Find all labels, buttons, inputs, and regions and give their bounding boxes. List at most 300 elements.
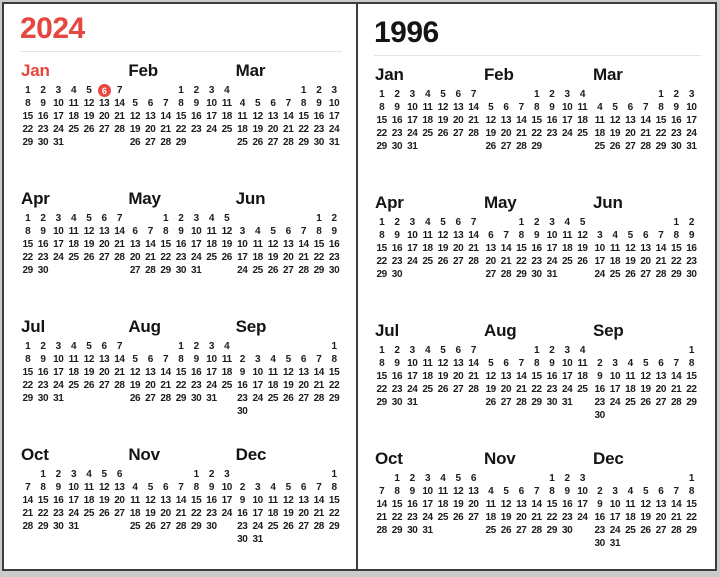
month-apr [374, 193, 483, 281]
day-number: 19 [283, 508, 294, 519]
day-number: 12 [577, 230, 588, 241]
day-number: 30 [391, 141, 403, 152]
day-number: 6 [455, 345, 461, 356]
day-number: 22 [686, 512, 697, 523]
day-grid [235, 340, 342, 418]
day-number: 26 [83, 380, 94, 391]
day-number: 21 [516, 384, 527, 395]
day-number: 15 [376, 115, 387, 126]
day-number: 22 [160, 252, 171, 263]
day-number: 5 [642, 486, 649, 497]
day-empty [420, 268, 435, 281]
day-number: 9 [409, 486, 415, 497]
day-number: 21 [145, 252, 156, 263]
day-number: 14 [114, 98, 125, 109]
day-number: 12 [452, 486, 464, 497]
day-number: 2 [331, 213, 337, 224]
day-number: 8 [178, 98, 184, 109]
day-number: 11 [252, 239, 263, 250]
day-number: 6 [642, 230, 649, 241]
day-number: 27 [500, 141, 512, 152]
months-grid-1996 [374, 65, 701, 571]
day-number: 10 [68, 482, 79, 493]
month-jan [20, 61, 127, 149]
day-empty [66, 136, 81, 149]
day-number: 10 [252, 367, 263, 378]
day-number: 10 [686, 102, 697, 113]
day-number: 17 [686, 115, 697, 126]
day-empty [607, 344, 622, 357]
day-number: 11 [577, 358, 588, 369]
day-number: 12 [640, 499, 651, 510]
day-number: 20 [267, 124, 279, 135]
day-number: 15 [313, 239, 324, 250]
day-empty [529, 472, 544, 485]
day-number: 12 [129, 367, 141, 378]
month-jul [374, 321, 483, 409]
day-number: 5 [147, 482, 153, 493]
day-number: 2 [40, 213, 46, 224]
day-number: 28 [175, 521, 187, 532]
day-number: 10 [237, 239, 248, 250]
day-grid [592, 88, 701, 153]
day-number: 23 [175, 252, 187, 263]
day-number: 4 [270, 482, 276, 493]
month-feb [127, 61, 234, 149]
day-number: 29 [298, 137, 309, 148]
day-empty [575, 140, 590, 153]
day-number: 1 [549, 473, 555, 484]
day-number: 22 [175, 380, 187, 391]
day-number: 3 [409, 345, 415, 356]
day-number: 29 [175, 137, 187, 148]
day-number: 27 [145, 393, 156, 404]
day-empty [219, 392, 234, 405]
day-number: 14 [655, 243, 666, 254]
day-number: 21 [468, 371, 479, 382]
day-number: 8 [25, 226, 31, 237]
day-number: 17 [422, 499, 433, 510]
day-number: 18 [561, 243, 573, 254]
day-number: 16 [594, 512, 605, 523]
day-number: 28 [468, 128, 479, 139]
day-number: 14 [114, 226, 125, 237]
day-number: 17 [252, 380, 263, 391]
day-number: 12 [485, 115, 496, 126]
day-number: 21 [313, 380, 324, 391]
day-number: 8 [394, 486, 400, 497]
day-empty [281, 84, 296, 97]
day-number: 7 [470, 217, 477, 228]
day-number: 14 [531, 499, 542, 510]
day-number: 10 [594, 243, 605, 254]
day-number: 24 [686, 128, 697, 139]
day-number: 4 [627, 358, 633, 369]
day-number: 13 [298, 367, 309, 378]
day-number: 1 [331, 469, 337, 480]
day-number: 3 [224, 469, 230, 480]
day-number: 29 [670, 269, 682, 280]
day-number: 12 [252, 111, 263, 122]
day-number: 4 [612, 230, 618, 241]
day-number: 5 [132, 354, 138, 365]
month-label: Jan [375, 65, 404, 84]
day-number: 27 [485, 269, 496, 280]
day-number: 6 [503, 102, 509, 113]
day-grid [235, 212, 342, 277]
day-empty [498, 216, 513, 229]
day-number: 6 [101, 213, 107, 224]
day-number: 2 [533, 217, 540, 228]
day-number: 1 [316, 213, 322, 224]
day-empty [204, 264, 219, 277]
month-jul [20, 317, 127, 405]
day-empty [127, 212, 142, 225]
day-number: 23 [670, 128, 682, 139]
day-number: 9 [40, 226, 46, 237]
day-number: 29 [313, 265, 324, 276]
day-number: 3 [208, 85, 215, 96]
day-number: 5 [86, 213, 92, 224]
day-number: 2 [394, 217, 400, 228]
day-number: 27 [655, 525, 666, 536]
day-number: 21 [531, 512, 542, 523]
day-number: 30 [407, 525, 418, 536]
day-number: 6 [503, 358, 509, 369]
day-number: 17 [206, 367, 217, 378]
day-number: 10 [561, 102, 573, 113]
day-number: 8 [658, 102, 664, 113]
day-empty [265, 340, 280, 353]
day-number: 19 [625, 256, 636, 267]
day-number: 25 [206, 252, 217, 263]
day-number: 14 [313, 495, 324, 506]
day-number: 19 [437, 243, 448, 254]
day-number: 24 [53, 124, 64, 135]
day-number: 24 [422, 512, 433, 523]
day-number: 14 [670, 499, 682, 510]
day-empty [466, 140, 481, 153]
day-empty [281, 405, 296, 418]
day-empty [250, 84, 265, 97]
day-number: 10 [53, 98, 64, 109]
day-number: 25 [68, 252, 79, 263]
day-number: 26 [640, 397, 651, 408]
day-number: 18 [68, 367, 79, 378]
day-number: 9 [688, 230, 695, 241]
day-number: 3 [612, 486, 618, 497]
day-number: 5 [255, 98, 261, 109]
day-number: 17 [561, 115, 573, 126]
day-empty [66, 392, 81, 405]
day-number: 7 [470, 89, 477, 100]
day-number: 22 [655, 128, 666, 139]
day-number: 20 [500, 384, 512, 395]
day-number: 11 [221, 98, 232, 109]
day-number: 27 [625, 141, 636, 152]
day-number: 11 [437, 486, 448, 497]
day-number: 8 [549, 486, 555, 497]
day-number: 15 [298, 111, 309, 122]
day-number: 6 [627, 102, 633, 113]
day-number: 25 [437, 512, 448, 523]
day-number: 3 [239, 226, 245, 237]
day-number: 23 [206, 508, 217, 519]
day-number: 25 [609, 269, 621, 280]
day-empty [483, 344, 498, 357]
day-number: 31 [252, 534, 263, 545]
day-number: 26 [252, 137, 263, 148]
day-number: 8 [379, 230, 385, 241]
day-grid [20, 212, 127, 277]
day-number: 29 [516, 269, 527, 280]
day-number: 3 [597, 230, 603, 241]
month-label: Jul [375, 321, 399, 340]
day-empty [235, 468, 250, 481]
day-number: 7 [316, 354, 322, 365]
day-number: 28 [670, 397, 682, 408]
day-number: 25 [267, 521, 279, 532]
day-empty [559, 268, 574, 281]
day-number: 11 [221, 354, 232, 365]
day-number: 23 [531, 256, 542, 267]
day-number: 13 [114, 482, 125, 493]
day-number: 13 [98, 98, 110, 109]
day-number: 15 [670, 243, 682, 254]
day-number: 25 [577, 384, 588, 395]
day-number: 23 [37, 380, 49, 391]
day-number: 28 [516, 397, 527, 408]
day-number: 26 [485, 141, 496, 152]
day-number: 7 [533, 486, 540, 497]
month-label: Dec [235, 445, 267, 464]
day-number: 10 [546, 230, 557, 241]
day-number: 5 [86, 341, 92, 352]
day-number: 5 [627, 230, 633, 241]
day-number: 12 [221, 226, 232, 237]
day-number: 17 [577, 499, 588, 510]
day-number: 19 [83, 239, 94, 250]
day-number: 21 [160, 380, 171, 391]
day-number: 28 [160, 393, 171, 404]
day-number: 8 [379, 358, 385, 369]
day-number: 7 [162, 354, 169, 365]
day-number: 7 [178, 482, 184, 493]
day-grid [483, 472, 592, 537]
day-empty [219, 264, 234, 277]
day-number: 26 [267, 265, 279, 276]
day-number: 27 [283, 265, 294, 276]
day-empty [296, 340, 311, 353]
day-number: 14 [500, 243, 512, 254]
day-number: 31 [546, 269, 557, 280]
day-number: 2 [564, 473, 570, 484]
day-number: 29 [328, 393, 340, 404]
day-number: 18 [237, 124, 248, 135]
day-number: 18 [594, 128, 605, 139]
day-empty [435, 524, 450, 537]
day-grid [483, 216, 592, 281]
month-mar [235, 61, 342, 149]
day-number: 30 [175, 265, 187, 276]
day-number: 9 [394, 358, 400, 369]
day-number: 28 [516, 141, 527, 152]
day-number: 2 [549, 89, 555, 100]
day-number: 9 [394, 230, 400, 241]
day-number: 3 [70, 469, 77, 480]
day-number: 26 [437, 256, 448, 267]
day-number: 12 [145, 495, 156, 506]
day-number: 7 [116, 213, 123, 224]
day-number: 22 [376, 384, 387, 395]
day-number: 18 [577, 115, 588, 126]
day-number: 4 [86, 469, 92, 480]
year-title-2024: 2024 [20, 12, 85, 45]
day-number: 14 [283, 111, 294, 122]
day-number: 10 [206, 98, 217, 109]
day-grid [374, 344, 483, 409]
day-number: 20 [298, 380, 309, 391]
day-number: 4 [424, 217, 431, 228]
day-number: 31 [328, 137, 340, 148]
day-number: 9 [331, 226, 337, 237]
day-number: 28 [531, 525, 542, 536]
day-number: 3 [564, 345, 570, 356]
day-number: 13 [468, 486, 479, 497]
day-number: 15 [686, 371, 697, 382]
day-empty [483, 216, 498, 229]
day-number: 1 [25, 213, 31, 224]
day-number: 17 [252, 508, 263, 519]
day-number: 17 [237, 252, 248, 263]
day-number: 20 [145, 380, 156, 391]
day-number: 1 [162, 213, 169, 224]
day-number: 31 [686, 141, 697, 152]
day-empty [607, 409, 622, 422]
day-number: 4 [255, 226, 261, 237]
month-may [483, 193, 592, 281]
day-number: 2 [316, 85, 322, 96]
day-number: 27 [98, 380, 110, 391]
day-empty [219, 136, 234, 149]
day-number: 19 [452, 499, 464, 510]
day-grid [483, 88, 592, 153]
day-number: 3 [208, 341, 215, 352]
month-label: Mar [593, 65, 623, 84]
day-number: 22 [37, 508, 49, 519]
day-number: 14 [175, 495, 187, 506]
day-number: 13 [267, 111, 279, 122]
day-empty [296, 212, 311, 225]
day-number: 17 [609, 384, 621, 395]
day-number: 21 [655, 256, 666, 267]
day-empty [81, 520, 96, 533]
day-number: 10 [609, 371, 621, 382]
day-number: 24 [237, 265, 248, 276]
day-number: 7 [147, 226, 153, 237]
day-grid [483, 344, 592, 409]
day-number: 4 [70, 341, 77, 352]
day-number: 23 [313, 124, 324, 135]
day-number: 19 [437, 371, 448, 382]
day-number: 9 [549, 102, 555, 113]
day-number: 1 [379, 217, 385, 228]
day-number: 27 [452, 384, 464, 395]
day-number: 26 [437, 128, 448, 139]
day-number: 16 [206, 495, 217, 506]
day-number: 1 [658, 89, 664, 100]
day-number: 24 [546, 256, 557, 267]
day-number: 4 [424, 345, 431, 356]
day-number: 22 [22, 124, 33, 135]
day-number: 7 [116, 341, 123, 352]
day-number: 21 [175, 508, 187, 519]
day-number: 30 [37, 393, 49, 404]
day-number: 18 [625, 384, 636, 395]
day-number: 30 [37, 265, 49, 276]
day-number: 28 [376, 525, 387, 536]
day-empty [112, 392, 127, 405]
day-grid [592, 344, 701, 422]
day-number: 10 [407, 230, 418, 241]
day-empty [311, 340, 326, 353]
day-empty [592, 88, 607, 101]
day-number: 4 [627, 486, 633, 497]
day-number: 7 [673, 486, 679, 497]
day-number: 21 [160, 124, 171, 135]
day-number: 15 [391, 499, 403, 510]
calendar-panel-1996 [356, 2, 717, 571]
day-number: 14 [313, 367, 324, 378]
day-number: 1 [178, 85, 184, 96]
day-empty [96, 520, 111, 533]
day-number: 26 [640, 525, 651, 536]
day-number: 4 [440, 473, 446, 484]
today-circle: 6 [98, 84, 111, 97]
day-empty [498, 472, 513, 485]
day-number: 15 [531, 115, 542, 126]
day-empty [668, 344, 683, 357]
day-empty [112, 136, 127, 149]
day-number: 16 [686, 243, 697, 254]
day-grid [20, 468, 127, 533]
day-number: 6 [300, 354, 307, 365]
day-number: 6 [518, 486, 524, 497]
day-number: 18 [625, 512, 636, 523]
day-empty [483, 472, 498, 485]
months-grid-2024 [20, 61, 342, 571]
day-number: 27 [516, 525, 527, 536]
day-number: 17 [546, 243, 557, 254]
day-empty [326, 533, 341, 546]
day-number: 20 [485, 256, 496, 267]
day-number: 9 [208, 482, 215, 493]
day-number: 18 [577, 371, 588, 382]
day-number: 24 [407, 256, 418, 267]
day-number: 10 [577, 486, 588, 497]
month-label: Feb [484, 65, 514, 84]
day-grid [20, 84, 127, 149]
day-number: 30 [561, 525, 573, 536]
day-number: 10 [407, 102, 418, 113]
day-number: 19 [485, 128, 496, 139]
day-number: 1 [25, 85, 31, 96]
day-number: 1 [178, 341, 184, 352]
day-number: 24 [68, 508, 79, 519]
day-number: 28 [114, 252, 125, 263]
day-grid [127, 468, 234, 533]
day-number: 20 [114, 495, 125, 506]
